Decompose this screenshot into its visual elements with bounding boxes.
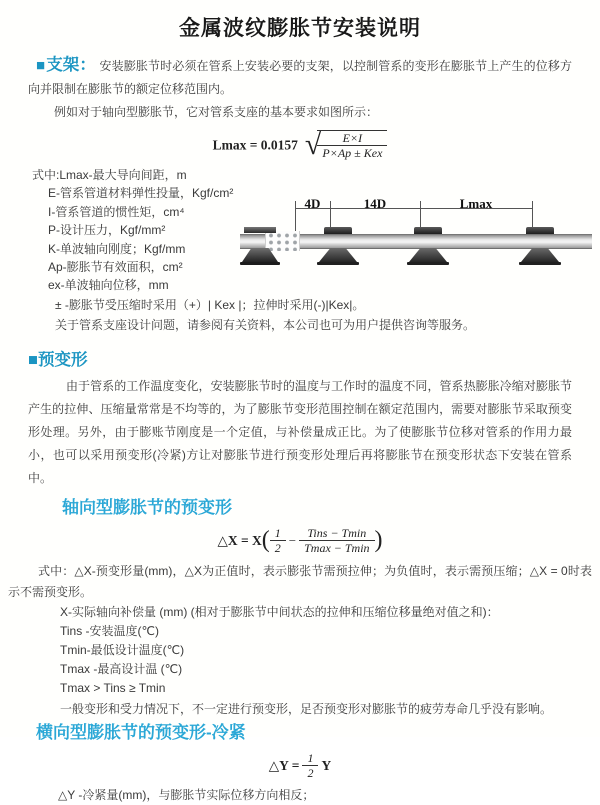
lmax-formula-fraction — [317, 130, 387, 160]
lmax-formula-lhs: Lmax = 0.0157 — [212, 137, 298, 153]
axial-general-note: 一般变形和受力情况下，不一定进行预变形，足否预变形对膨胀节的疲劳寿命几乎没有影响。 — [60, 702, 553, 716]
pipe-support-diagram — [238, 194, 596, 292]
support-example-line: 例如对于轴向型膨胀节，它对管系支座的基本要求如图所示： — [54, 105, 379, 119]
definition-line: Ap-膨胀节有效面积，cm² — [48, 260, 183, 275]
plus-minus-note: ± -膨胀节受压缩时采用（+）| Kex |；拉伸时采用(-)|Kex|。 — [55, 298, 365, 312]
radical-sign: √ — [304, 128, 322, 161]
lmax-formula-denominator: P×Ap ± Kex — [317, 145, 387, 160]
one-half-fraction — [270, 526, 286, 555]
lateral-formula-lhs: △Y = — [268, 758, 300, 773]
guide-support — [406, 227, 450, 273]
symbol-definitions-and-diagram — [0, 166, 600, 294]
definition-line: I-管系管道的惯性矩，cm⁴ — [48, 204, 185, 219]
support-heading-label: 支架： — [46, 56, 97, 74]
definition-line: 式中:Lmax-最大导向间距，m — [32, 168, 187, 182]
section-square-icon: ■ — [36, 57, 46, 74]
temperature-ratio-denominator: Tmax − Tmin — [299, 540, 374, 555]
left-paren: ( — [261, 527, 270, 553]
dim-label-lmax: Lmax — [459, 196, 493, 211]
one-half-fraction — [302, 751, 318, 780]
support-pedestal — [409, 248, 447, 262]
minus-operator: − — [288, 533, 297, 548]
support-intro-text: 安装膨胀节时必须在管系上安装必要的支架，以控制管系的变形在膨胀节上产生的位移方向并限制在膨胀节的额定位移范围内。 — [28, 59, 572, 96]
variable-definition-line: Tmin-最低设计温度(℃) — [60, 643, 185, 657]
axial-predeform-heading: 轴向型膨胀节的预变形 — [62, 498, 232, 517]
support-pedestal — [521, 248, 559, 262]
axial-predeform-formula — [0, 526, 600, 555]
variable-definition-line: X-实际轴向补偿量 (mm) (相对于膨胀节中间状态的拉伸和压缩位移量绝对值之和)： — [60, 605, 499, 619]
definition-line: K-单波轴向刚度；Kgf/mm — [48, 241, 186, 256]
support-pedestal — [242, 248, 278, 262]
guide-support — [518, 227, 562, 273]
pipe-clamp — [526, 227, 554, 234]
support-base — [317, 262, 359, 265]
axial-explanation-paragraph: 式中：△X-预变形量(mm)，△X为正值时，表示膨张节需预拉伸；为负值时，表示需预压缩；△X = 0时表示不需预变形。 — [8, 564, 592, 599]
support-base — [240, 262, 280, 265]
support-base — [407, 262, 449, 265]
pipe-clamp — [414, 227, 442, 234]
guide-support — [316, 227, 360, 273]
pipe-clamp — [324, 227, 352, 234]
half-numerator: 1 — [274, 526, 281, 540]
lmax-formula — [0, 130, 600, 160]
dim-label-14d: 14D — [363, 196, 387, 211]
definition-line: E-管系管道材料弹性投量，Kgf/cm² — [48, 186, 234, 201]
definition-line: P-设计压力，Kgf/mm² — [48, 223, 166, 238]
dimension-tick — [295, 201, 296, 234]
page-title: 金属波纹膨胀节安装说明 — [179, 17, 421, 40]
pipe-anchor-support — [240, 227, 280, 273]
lateral-predeform-formula — [0, 751, 600, 780]
predeform-section-heading — [28, 349, 572, 371]
pipe-pass-gap — [406, 234, 450, 248]
variable-definition-line: Tmax -最高设计温 (℃) — [60, 662, 183, 676]
pipe-pass-gap — [316, 234, 360, 248]
cold-tightening-note: △Y -冷紧量(mm)，与膨胀节实际位移方向相反； — [58, 788, 315, 802]
variable-definition-line: Tins -安装温度(℃) — [60, 624, 160, 638]
dim-label-4d: 4D — [304, 196, 321, 211]
lateral-predeform-heading: 横向型膨胀节的预变形-冷紧 — [36, 723, 246, 742]
predeform-body-paragraph: 由于管系的工作温度变化，安装膨胀节时的温度与工作时的温度不同，管系热膨胀冷缩对膨胀节产生的拉伸、压缩量常常是不均等的，为了膨胀节变形范围控制在额定范围内，需要对膨胀节采取预变形处理。另外，由于膨账节刚度是一个定值，与补偿量成正比。为了使膨胀节位移对管系的作用力最小，也可以采用预变形(冷紧)方让对膨胀节进行预变形处理后再将膨胀节在预变形状态下安装在管系中。 — [28, 379, 572, 485]
support-pedestal — [319, 248, 357, 262]
support-base — [519, 262, 561, 265]
support-intro-paragraph — [28, 54, 572, 101]
section-square-icon: ■ — [28, 351, 38, 369]
support-section-heading — [36, 56, 96, 74]
lateral-formula-rhs: Y — [321, 758, 332, 773]
half-numerator: 1 — [307, 751, 314, 765]
predeform-heading-label: 预变形 — [37, 351, 88, 369]
pipe-pass-gap — [240, 233, 280, 248]
half-denominator: 2 — [270, 540, 286, 555]
support-closing-line: 关于管系支座设计问题，请参阅有关资料，本公司也可为用户提供咨询等服务。 — [55, 318, 476, 332]
axial-formula-lhs: △X = X — [217, 533, 262, 548]
pipe-pass-gap — [518, 234, 562, 248]
lmax-formula-numerator: E×I — [342, 131, 363, 145]
temperature-ratio-fraction — [299, 526, 374, 555]
temperature-ratio-numerator: Tins − Tmin — [307, 526, 367, 540]
definition-line: ex-单波轴向位移，mm — [48, 278, 169, 293]
right-paren: ) — [374, 527, 383, 553]
half-denominator: 2 — [302, 765, 318, 780]
temperature-inequality-line: Tmax > Tins ≥ Tmin — [60, 681, 166, 695]
